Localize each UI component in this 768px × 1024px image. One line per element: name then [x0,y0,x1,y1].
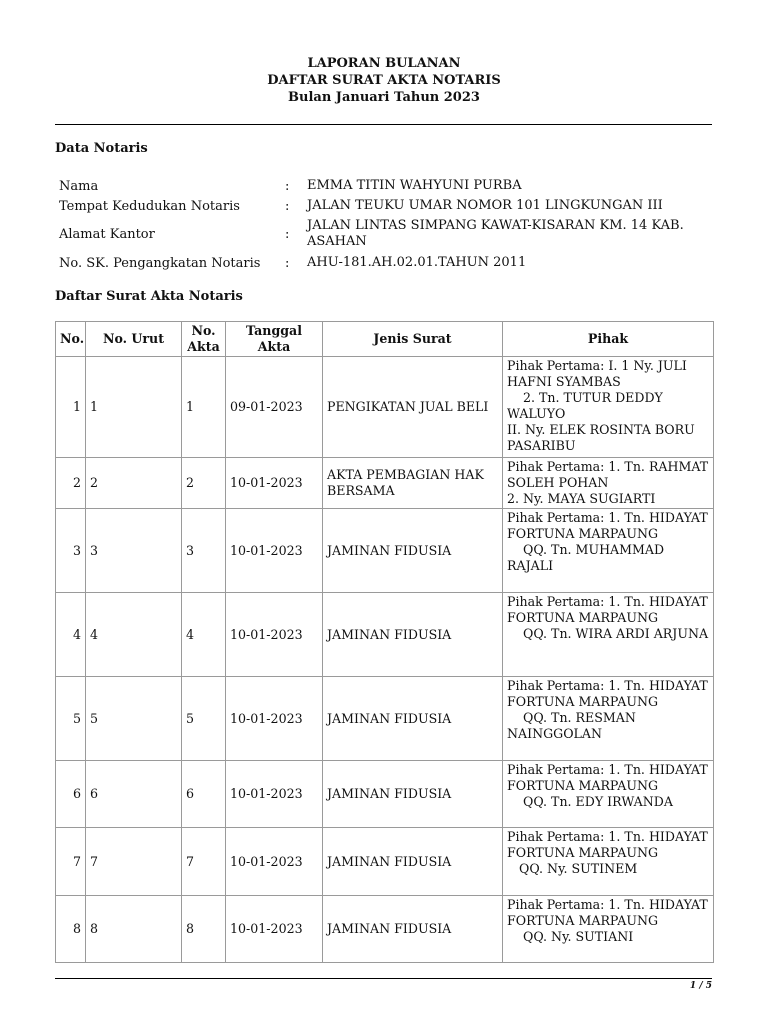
col-header-no-akta: No. Akta [182,322,226,357]
table-row [56,896,714,963]
cell-no: 8 [56,896,86,963]
col-header-no-urut: No. Urut [86,322,182,357]
cell-jenis-surat: PENGIKATAN JUAL BELI [323,357,503,458]
cell-no: 1 [56,357,86,458]
cell-tanggal: 10-01-2023 [226,677,323,761]
table-row [56,761,714,828]
cell-jenis-surat: JAMINAN FIDUSIA [323,761,503,828]
col-header-jenis-surat: Jenis Surat [323,322,503,357]
cell-jenis-surat: AKTA PEMBAGIAN HAK BERSAMA [323,458,503,509]
cell-pihak: Pihak Pertama: 1. Tn. HIDAYAT FORTUNA MARPAUNG QQ. Tn. EDY IRWANDA [503,761,714,828]
cell-no-akta: 2 [182,458,226,509]
notary-info-block [59,176,709,274]
cell-tanggal: 10-01-2023 [226,458,323,509]
deed-table [55,321,714,963]
table-row [56,593,714,677]
info-separator: : [285,226,290,242]
table-row [56,357,714,458]
cell-pihak: Pihak Pertama: I. 1 Ny. JULI HAFNI SYAMBAS 2. Tn. TUTUR DEDDY WALUYO II. Ny. ELEK ROSINTA BORU PASARIBU [503,357,714,458]
info-label: Alamat Kantor [59,226,155,242]
cell-no-akta: 6 [182,761,226,828]
cell-no-urut: 4 [86,593,182,677]
col-header-tanggal-akta: Tanggal Akta [226,322,323,357]
cell-tanggal: 10-01-2023 [226,896,323,963]
info-value: JALAN LINTAS SIMPANG KAWAT-KISARAN KM. 14 KAB. ASAHAN [307,218,684,249]
cell-tanggal: 10-01-2023 [226,761,323,828]
table-row [56,509,714,593]
cell-tanggal: 10-01-2023 [226,509,323,593]
cell-pihak: Pihak Pertama: 1. Tn. HIDAYAT FORTUNA MARPAUNG QQ. Ny. SUTIANI [503,896,714,963]
info-value: EMMA TITIN WAHYUNI PURBA [307,178,522,193]
table-row [56,828,714,896]
cell-jenis-surat: JAMINAN FIDUSIA [323,593,503,677]
cell-pihak: Pihak Pertama: 1. Tn. HIDAYAT FORTUNA MARPAUNG QQ. Tn. MUHAMMAD RAJALI [503,509,714,593]
section-heading-daftar-akta: Daftar Surat Akta Notaris [55,289,243,304]
info-label: Tempat Kedudukan Notaris [59,198,240,214]
info-separator: : [285,178,290,194]
info-row-tempat-kedudukan [59,196,709,216]
page-number: 1 / 5 [689,981,712,991]
cell-no-akta: 5 [182,677,226,761]
info-label: Nama [59,178,99,194]
info-label: No. SK. Pengangkatan Notaris [59,255,261,271]
cell-jenis-surat: JAMINAN FIDUSIA [323,828,503,896]
cell-jenis-surat: JAMINAN FIDUSIA [323,509,503,593]
cell-tanggal: 09-01-2023 [226,357,323,458]
footer-divider [55,978,712,979]
cell-no-urut: 6 [86,761,182,828]
cell-no-urut: 1 [86,357,182,458]
cell-no: 7 [56,828,86,896]
cell-no-akta: 4 [182,593,226,677]
title-line-1: LAPORAN BULANAN [307,56,461,71]
header-divider [55,124,712,125]
cell-pihak: Pihak Pertama: 1. Tn. HIDAYAT FORTUNA MARPAUNG QQ. Ny. SUTINEM [503,828,714,896]
cell-no: 4 [56,593,86,677]
cell-no-akta: 8 [182,896,226,963]
info-separator: : [285,198,290,214]
info-row-nama [59,176,709,196]
title-line-2: DAFTAR SURAT AKTA NOTARIS [267,73,501,88]
cell-no-akta: 3 [182,509,226,593]
cell-no-urut: 8 [86,896,182,963]
cell-no: 5 [56,677,86,761]
cell-no: 6 [56,761,86,828]
title-line-3: Bulan Januari Tahun 2023 [288,90,480,105]
table-row [56,677,714,761]
info-separator: : [285,255,290,271]
info-value: JALAN TEUKU UMAR NOMOR 101 LINGKUNGAN III [307,198,663,213]
cell-jenis-surat: JAMINAN FIDUSIA [323,896,503,963]
cell-pihak: Pihak Pertama: 1. Tn. HIDAYAT FORTUNA MARPAUNG QQ. Tn. WIRA ARDI ARJUNA [503,593,714,677]
cell-no-akta: 1 [182,357,226,458]
cell-jenis-surat: JAMINAN FIDUSIA [323,677,503,761]
cell-no-urut: 2 [86,458,182,509]
cell-no-urut: 5 [86,677,182,761]
table-header-row [56,322,714,357]
section-heading-data-notaris: Data Notaris [55,141,148,156]
info-row-alamat-kantor [59,216,709,252]
cell-no: 3 [56,509,86,593]
info-value: AHU-181.AH.02.01.TAHUN 2011 [307,255,527,270]
col-header-pihak: Pihak [503,322,714,357]
cell-tanggal: 10-01-2023 [226,828,323,896]
report-title [0,55,768,106]
cell-pihak: Pihak Pertama: 1. Tn. RAHMAT SOLEH POHAN 2. Ny. MAYA SUGIARTI [503,458,714,509]
col-header-no: No. [56,322,86,357]
cell-pihak: Pihak Pertama: 1. Tn. HIDAYAT FORTUNA MARPAUNG QQ. Tn. RESMAN NAINGGOLAN [503,677,714,761]
cell-no-akta: 7 [182,828,226,896]
cell-no-urut: 3 [86,509,182,593]
cell-no-urut: 7 [86,828,182,896]
table-row [56,458,714,509]
info-row-sk-pengangkatan [59,252,709,274]
cell-no: 2 [56,458,86,509]
cell-tanggal: 10-01-2023 [226,593,323,677]
